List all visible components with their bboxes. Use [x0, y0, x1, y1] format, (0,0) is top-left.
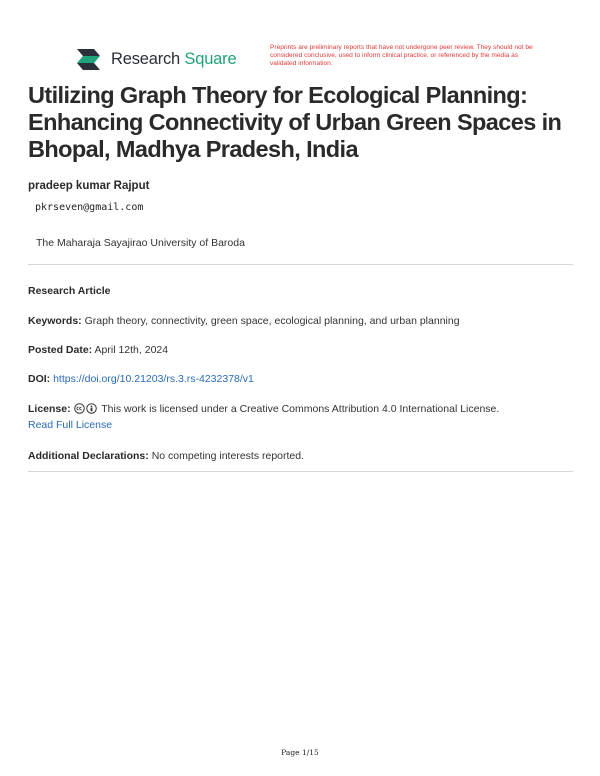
declarations-label: Additional Declarations:: [28, 450, 149, 462]
author-name: pradeep kumar Rajput: [28, 180, 150, 192]
license-label: License:: [28, 403, 71, 415]
keywords-row: [28, 313, 573, 329]
page-header: [0, 0, 600, 80]
doi-label: DOI:: [28, 373, 51, 385]
posted-date-label: Posted Date:: [28, 344, 93, 356]
logo-text-square: Square: [184, 49, 237, 68]
preprint-disclaimer: Preprints are preliminary reports that have not undergone peer review. They should not be considered conclusive, used to inform clinical practice, or referenced by the media as validated information.: [270, 44, 533, 68]
keywords-value: Graph theory, connectivity, green space, ecological planning, and urban planning: [84, 315, 460, 327]
divider-bottom: [28, 471, 573, 472]
by-attribution-icon: [86, 403, 97, 414]
posted-date-row: [28, 342, 573, 358]
keywords-label: Keywords:: [28, 315, 82, 327]
posted-date-value: April 12th, 2024: [94, 344, 169, 356]
license-text: This work is licensed under a Creative Commons Attribution 4.0 International License.: [101, 403, 500, 415]
article-type: [28, 283, 573, 299]
research-square-logo[interactable]: [75, 46, 236, 72]
declarations-value: No competing interests reported.: [151, 450, 305, 462]
declarations-row: [28, 448, 573, 464]
read-full-license-link[interactable]: Read Full License: [28, 419, 113, 431]
logo-text-research: Research: [111, 49, 181, 68]
article-type-label: Research Article: [28, 285, 111, 297]
license-row: [28, 401, 573, 433]
author-affiliation: The Maharaja Sayajirao University of Baroda: [36, 237, 245, 249]
research-square-logo-icon: [75, 46, 105, 72]
page-number: Page 1/15: [281, 748, 319, 757]
paper-title: Utilizing Graph Theory for Ecological Planning: Enhancing Connectivity of Urban Green Spaces in Bhopal, Madhya Pradesh, India: [28, 82, 562, 162]
cc-icon: [74, 403, 85, 414]
cc-icons: [74, 403, 97, 414]
doi-link[interactable]: https://doi.org/10.21203/rs.3.rs-4232378/v1: [53, 373, 254, 385]
divider-top: [28, 264, 573, 265]
author-email[interactable]: pkrseven@gmail.com: [35, 202, 144, 213]
logo-text: [111, 50, 236, 69]
doi-row: [28, 371, 573, 387]
